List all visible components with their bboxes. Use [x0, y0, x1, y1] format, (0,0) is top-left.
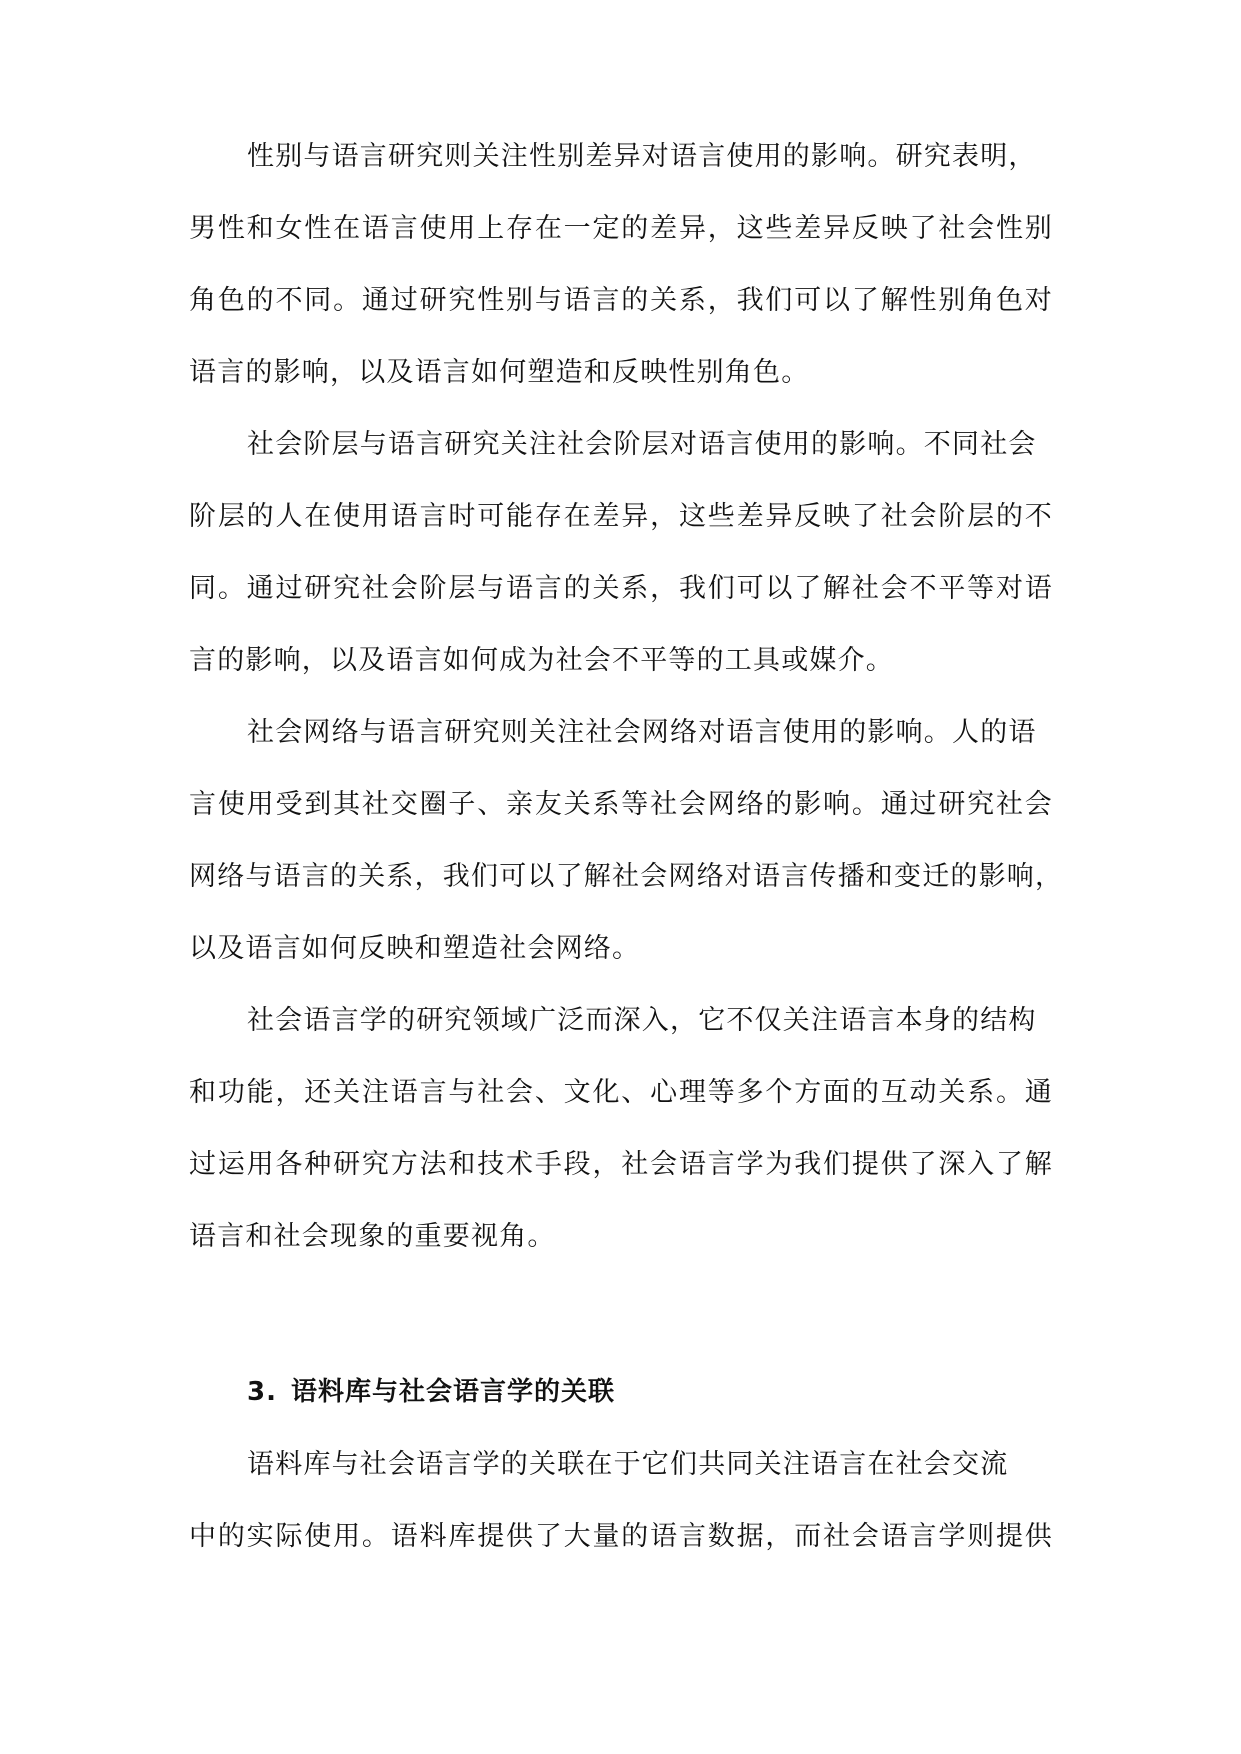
section-number: 3. — [247, 1377, 277, 1407]
paragraph-line: 以及语言如何反映和塑造社会网络。 — [189, 933, 641, 964]
paragraph-line: 男性和女性在语言使用上存在一定的差异，这些差异反映了社会性别 — [189, 213, 1053, 244]
paragraph-line: 社会语言学的研究领域广泛而深入，它不仅关注语言本身的结构 — [247, 1005, 1037, 1036]
paragraph-line: 语言和社会现象的重要视角。 — [189, 1221, 556, 1252]
paragraph-line: 和功能，还关注语言与社会、文化、心理等多个方面的互动关系。通 — [189, 1077, 1053, 1108]
paragraph-line: 言的影响，以及语言如何成为社会不平等的工具或媒介。 — [189, 645, 894, 676]
paragraph-line: 社会网络与语言研究则关注社会网络对语言使用的影响。人的语 — [247, 717, 1037, 748]
paragraph-line: 网络与语言的关系，我们可以了解社会网络对语言传播和变迁的影响， — [189, 861, 1064, 892]
paragraph-line: 言使用受到其社交圈子、亲友关系等社会网络的影响。通过研究社会 — [189, 789, 1053, 820]
paragraph-line: 语料库与社会语言学的关联在于它们共同关注语言在社会交流 — [247, 1449, 1009, 1480]
paragraph-line: 过运用各种研究方法和技术手段，社会语言学为我们提供了深入了解 — [189, 1149, 1053, 1180]
paragraph-line: 语言的影响，以及语言如何塑造和反映性别角色。 — [189, 357, 810, 388]
paragraph-line: 阶层的人在使用语言时可能存在差异，这些差异反映了社会阶层的不 — [189, 501, 1053, 532]
section-title: 语料库与社会语言学的关联 — [290, 1377, 615, 1407]
paragraph-line: 同。通过研究社会阶层与语言的关系，我们可以了解社会不平等对语 — [189, 573, 1053, 604]
section-heading — [247, 1372, 615, 1412]
paragraph-line: 中的实际使用。语料库提供了大量的语言数据，而社会语言学则提供 — [189, 1521, 1053, 1552]
paragraph-line: 角色的不同。通过研究性别与语言的关系，我们可以了解性别角色对 — [189, 285, 1053, 316]
paragraph-line: 性别与语言研究则关注性别差异对语言使用的影响。研究表明， — [247, 141, 1037, 172]
paragraph-line: 社会阶层与语言研究关注社会阶层对语言使用的影响。不同社会 — [247, 429, 1037, 460]
